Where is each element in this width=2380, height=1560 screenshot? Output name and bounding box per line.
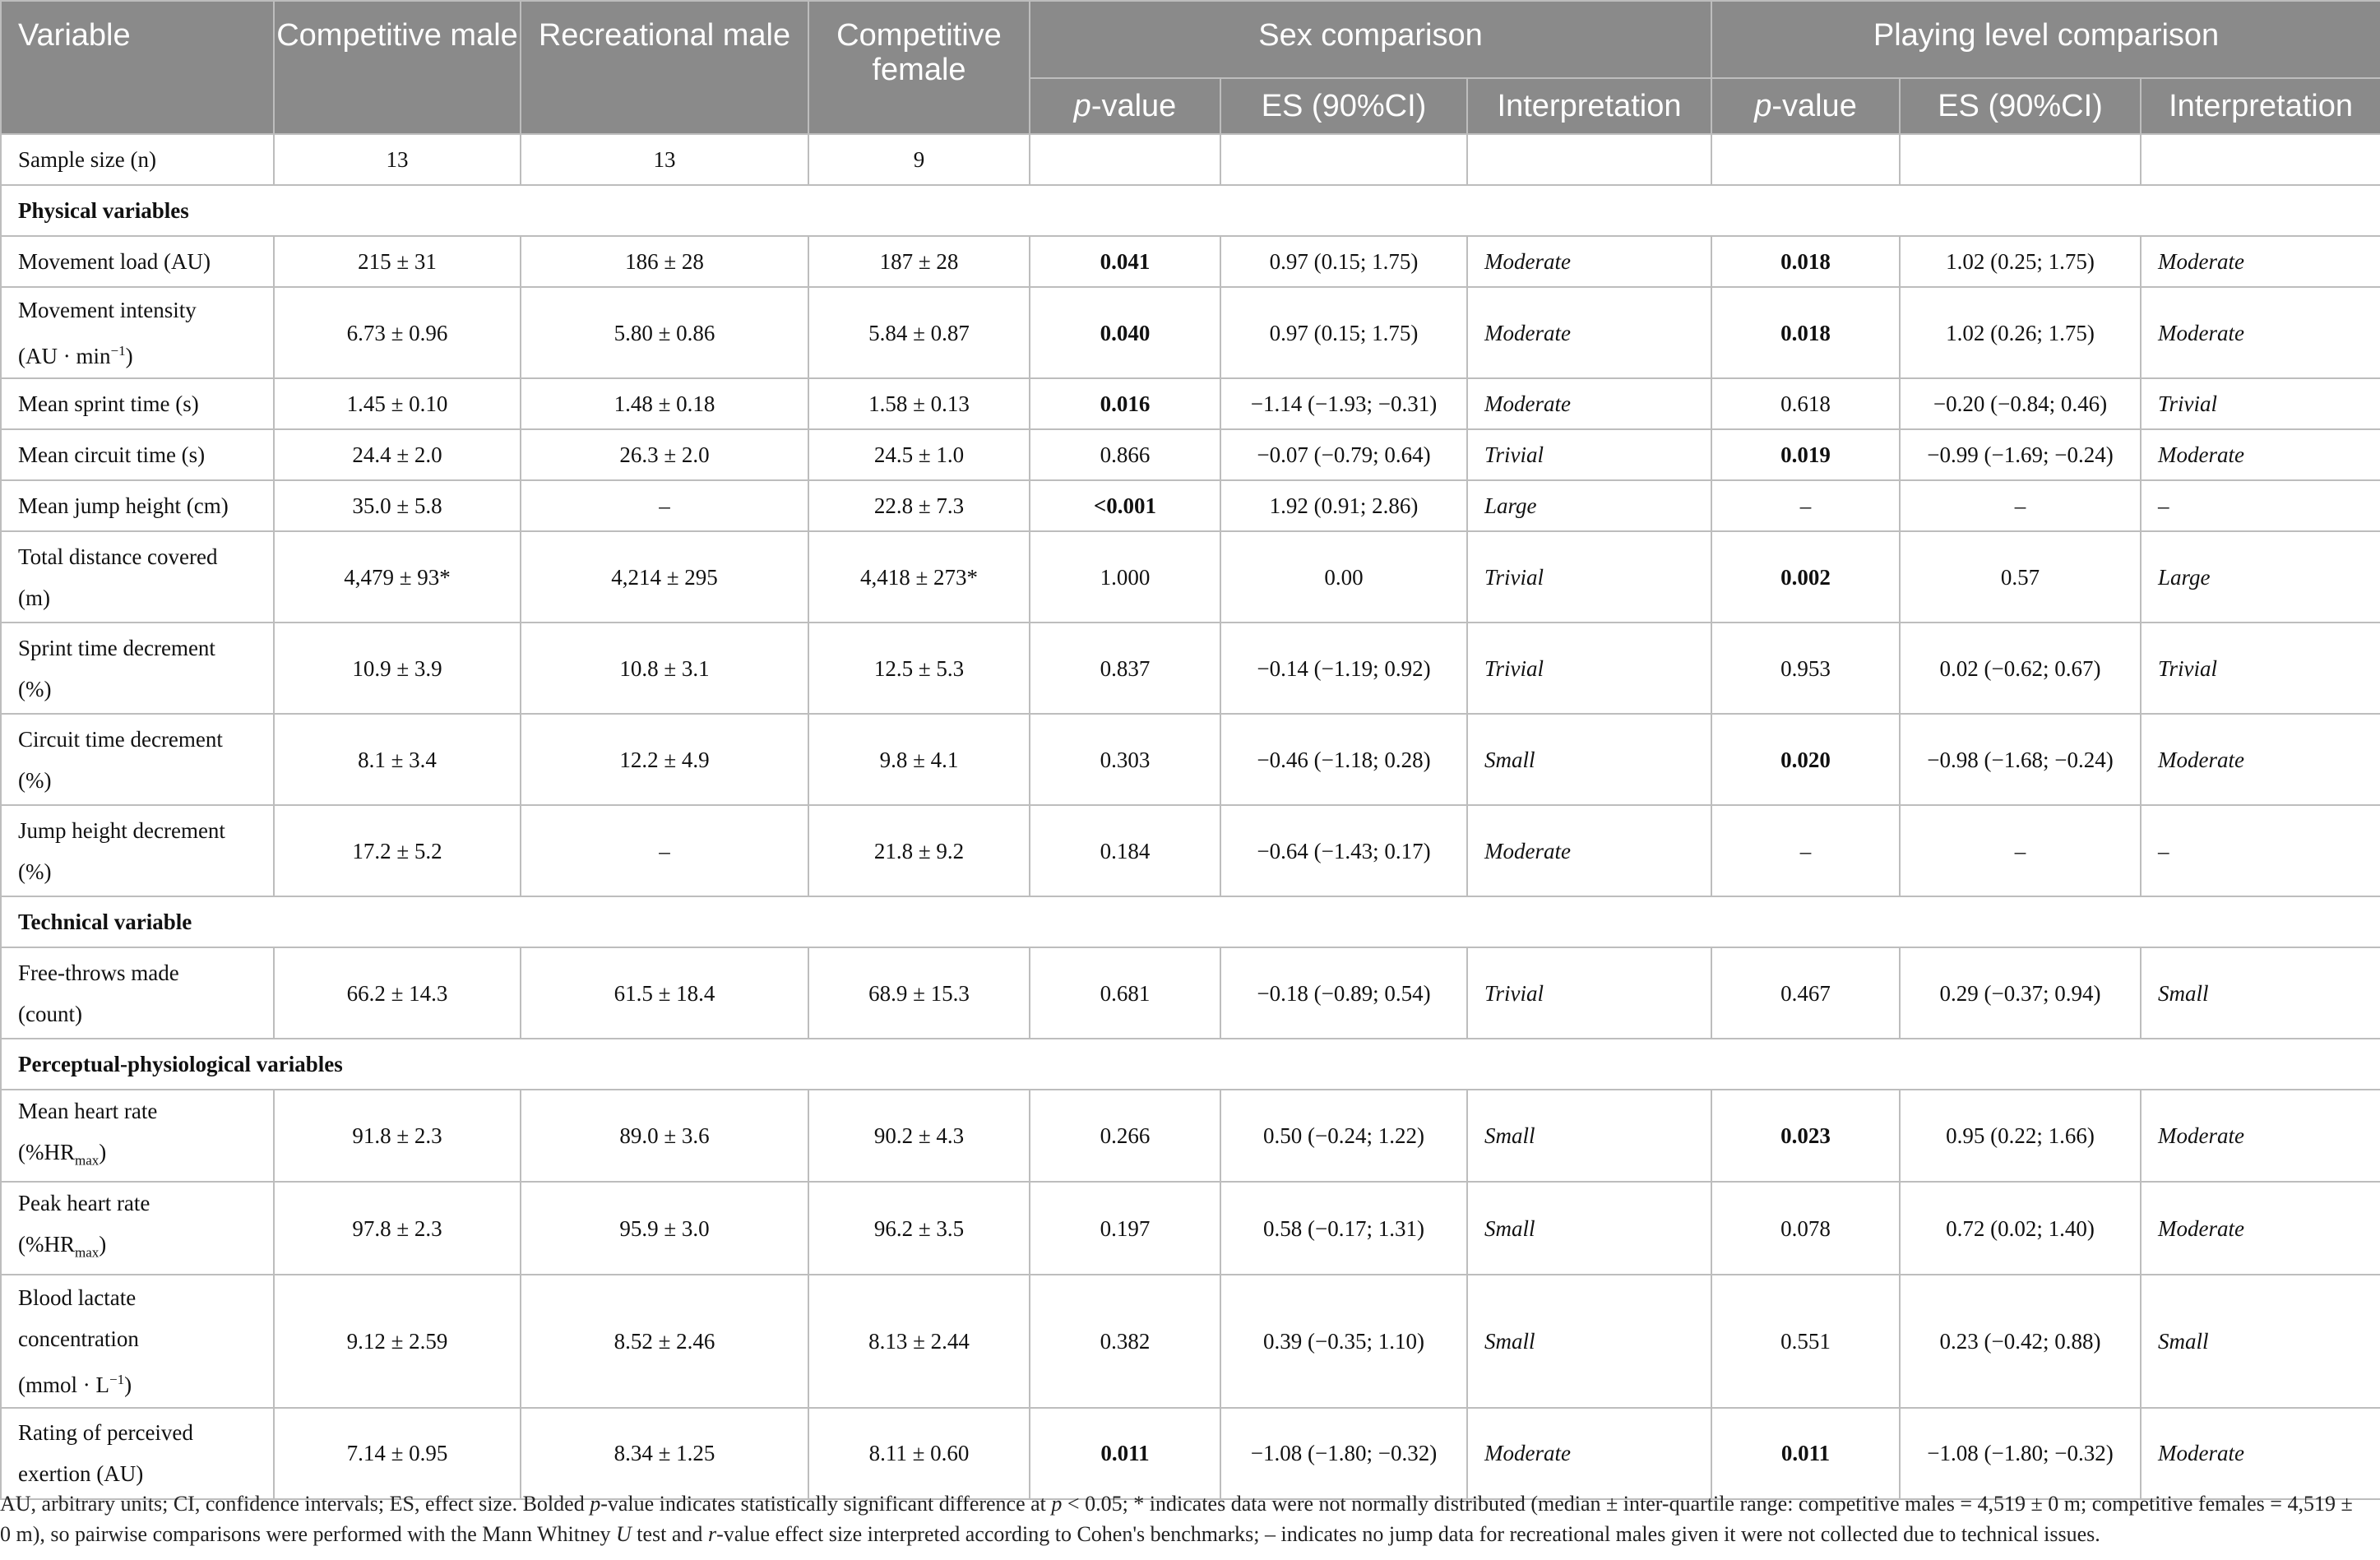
recreational-male-value: 5.80 ± 0.86 [521, 287, 808, 378]
level-p-value: 0.953 [1711, 623, 1900, 714]
recreational-male-value: 89.0 ± 3.6 [521, 1090, 808, 1182]
level-effect-size: – [1900, 805, 2141, 896]
header-sex-interpretation: Interpretation [1467, 78, 1711, 134]
table-row [1, 1408, 2380, 1499]
sex-effect-size: −0.14 (−1.19; 0.92) [1220, 623, 1467, 714]
sex-p-value: 0.266 [1030, 1090, 1220, 1182]
recreational-male-value: 12.2 ± 4.9 [521, 714, 808, 805]
variable-label-line: Movement load (AU) [18, 249, 211, 274]
table-row [1, 287, 2380, 378]
competitive-female-value: 4,418 ± 273* [808, 531, 1030, 623]
section-heading: Physical variables [1, 185, 2380, 236]
sex-effect-size: −0.07 (−0.79; 0.64) [1220, 429, 1467, 480]
level-p-value: 0.002 [1711, 531, 1900, 623]
table-header [1, 1, 2380, 134]
level-p-value: – [1711, 805, 1900, 896]
header-sex-es: ES (90%CI) [1220, 78, 1467, 134]
empty-cell [1711, 134, 1900, 185]
label-suffix: ) [124, 1372, 132, 1397]
subscript: max [75, 1244, 100, 1261]
variable-label-line: Movement intensity [18, 297, 197, 322]
sex-interpretation: Moderate [1467, 1408, 1711, 1499]
sex-interpretation: Trivial [1467, 531, 1711, 623]
superscript: −1 [109, 1371, 125, 1387]
competitive-male-value: 24.4 ± 2.0 [274, 429, 521, 480]
level-interpretation: Small [2141, 947, 2380, 1039]
level-p-value: 0.023 [1711, 1090, 1900, 1182]
level-effect-size: 0.23 (−0.42; 0.88) [1900, 1275, 2141, 1408]
competitive-female-value: 8.13 ± 2.44 [808, 1275, 1030, 1408]
sex-interpretation: Moderate [1467, 236, 1711, 287]
recreational-male-value: 186 ± 28 [521, 236, 808, 287]
table-row [1, 480, 2380, 531]
variable-label [1, 1090, 274, 1182]
sex-interpretation: Trivial [1467, 623, 1711, 714]
competitive-male-value: 17.2 ± 5.2 [274, 805, 521, 896]
level-effect-size: −0.20 (−0.84; 0.46) [1900, 378, 2141, 429]
sex-effect-size: 1.92 (0.91; 2.86) [1220, 480, 1467, 531]
level-interpretation: Moderate [2141, 429, 2380, 480]
sex-interpretation: Moderate [1467, 378, 1711, 429]
level-p-value: 0.467 [1711, 947, 1900, 1039]
competitive-female-value: 8.11 ± 0.60 [808, 1408, 1030, 1499]
sex-effect-size: 0.97 (0.15; 1.75) [1220, 236, 1467, 287]
sex-interpretation: Small [1467, 714, 1711, 805]
empty-cell [1467, 134, 1711, 185]
table-row [1, 805, 2380, 896]
header-sex-p-value: p-value [1030, 78, 1220, 134]
table-row [1, 947, 2380, 1039]
competitive-female-value: 12.5 ± 5.3 [808, 623, 1030, 714]
competitive-male-value: 91.8 ± 2.3 [274, 1090, 521, 1182]
competitive-female-value: 21.8 ± 9.2 [808, 805, 1030, 896]
level-effect-size: 0.95 (0.22; 1.66) [1900, 1090, 2141, 1182]
header-level-p-value: p-value [1711, 78, 1900, 134]
level-p-value: 0.078 [1711, 1182, 1900, 1274]
variable-label-line: Free-throws made [18, 960, 179, 985]
sex-effect-size: −0.64 (−1.43; 0.17) [1220, 805, 1467, 896]
header-playing-level-comparison: Playing level comparison [1711, 1, 2380, 78]
sex-interpretation: Moderate [1467, 287, 1711, 378]
level-p-value: – [1711, 480, 1900, 531]
sex-p-value: 1.000 [1030, 531, 1220, 623]
competitive-male-value: 7.14 ± 0.95 [274, 1408, 521, 1499]
variable-label [1, 378, 274, 429]
variable-label-line: Mean heart rate [18, 1099, 158, 1123]
level-effect-size: −1.08 (−1.80; −0.32) [1900, 1408, 2141, 1499]
level-interpretation: Moderate [2141, 1408, 2380, 1499]
sex-p-value: 0.040 [1030, 287, 1220, 378]
level-interpretation: – [2141, 480, 2380, 531]
section-row [1, 896, 2380, 947]
empty-cell [1030, 134, 1220, 185]
header-variable: Variable [1, 1, 274, 134]
level-p-value: 0.018 [1711, 287, 1900, 378]
sample-size-competitive-female: 9 [808, 134, 1030, 185]
recreational-male-value: – [521, 480, 808, 531]
sex-interpretation: Moderate [1467, 805, 1711, 896]
competitive-female-value: 1.58 ± 0.13 [808, 378, 1030, 429]
variable-label-line: (%HR [18, 1232, 75, 1257]
table-row [1, 429, 2380, 480]
level-effect-size: 0.29 (−0.37; 0.94) [1900, 947, 2141, 1039]
competitive-male-value: 1.45 ± 0.10 [274, 378, 521, 429]
variable-label-line: (count) [18, 1001, 82, 1026]
variable-label [1, 429, 274, 480]
section-heading: Technical variable [1, 896, 2380, 947]
sex-effect-size: 0.97 (0.15; 1.75) [1220, 287, 1467, 378]
variable-label-line: exertion (AU) [18, 1461, 144, 1487]
variable-label-line: Mean jump height (cm) [18, 493, 229, 518]
variable-label-line: (m) [18, 585, 50, 610]
sample-size-recreational-male: 13 [521, 134, 808, 185]
sex-interpretation: Small [1467, 1182, 1711, 1274]
sex-interpretation: Trivial [1467, 429, 1711, 480]
competitive-male-value: 9.12 ± 2.59 [274, 1275, 521, 1408]
table-row [1, 1275, 2380, 1408]
level-p-value: 0.618 [1711, 378, 1900, 429]
sex-interpretation: Large [1467, 480, 1711, 531]
level-p-value: 0.011 [1711, 1408, 1900, 1499]
sex-p-value: 0.016 [1030, 378, 1220, 429]
level-interpretation: Moderate [2141, 1182, 2380, 1274]
level-interpretation: Large [2141, 531, 2380, 623]
label-suffix: ) [99, 1140, 107, 1164]
recreational-male-value: 61.5 ± 18.4 [521, 947, 808, 1039]
recreational-male-value: 8.34 ± 1.25 [521, 1408, 808, 1499]
recreational-male-value: 8.52 ± 2.46 [521, 1275, 808, 1408]
competitive-female-value: 96.2 ± 3.5 [808, 1182, 1030, 1274]
sex-p-value: <0.001 [1030, 480, 1220, 531]
level-effect-size: 1.02 (0.26; 1.75) [1900, 287, 2141, 378]
sex-p-value: 0.837 [1030, 623, 1220, 714]
competitive-male-value: 4,479 ± 93* [274, 531, 521, 623]
header-competitive-female: Competitive female [808, 1, 1030, 134]
variable-label [1, 805, 274, 896]
competitive-female-value: 24.5 ± 1.0 [808, 429, 1030, 480]
level-interpretation: Moderate [2141, 714, 2380, 805]
competitive-female-value: 187 ± 28 [808, 236, 1030, 287]
sex-p-value: 0.184 [1030, 805, 1220, 896]
sex-effect-size: 0.50 (−0.24; 1.22) [1220, 1090, 1467, 1182]
variable-label-line: concentration [18, 1326, 139, 1351]
header-recreational-male: Recreational male [521, 1, 808, 134]
empty-cell [2141, 134, 2380, 185]
recreational-male-value: – [521, 805, 808, 896]
header-sex-comparison: Sex comparison [1030, 1, 1711, 78]
header-level-interpretation: Interpretation [2141, 78, 2380, 134]
recreational-male-value: 1.48 ± 0.18 [521, 378, 808, 429]
table-row-sample-size [1, 134, 2380, 185]
variable-label-line: (%) [18, 676, 52, 701]
variable-label [1, 531, 274, 623]
level-effect-size: 0.02 (−0.62; 0.67) [1900, 623, 2141, 714]
sex-p-value: 0.681 [1030, 947, 1220, 1039]
table-row [1, 1090, 2380, 1182]
level-interpretation: – [2141, 805, 2380, 896]
level-effect-size: 1.02 (0.25; 1.75) [1900, 236, 2141, 287]
variable-label [1, 623, 274, 714]
header-competitive-male: Competitive male [274, 1, 521, 134]
level-interpretation: Small [2141, 1275, 2380, 1408]
variable-label-line: Blood lactate [18, 1285, 137, 1310]
competitive-female-value: 22.8 ± 7.3 [808, 480, 1030, 531]
competitive-male-value: 97.8 ± 2.3 [274, 1182, 521, 1274]
variable-label-line: (AU · min [18, 343, 111, 368]
competitive-female-value: 9.8 ± 4.1 [808, 714, 1030, 805]
subscript: max [75, 1152, 100, 1169]
superscript: −1 [110, 342, 126, 359]
variable-label-line: (%HR [18, 1140, 75, 1164]
variable-label-line: Total distance covered [18, 544, 218, 569]
sex-p-value: 0.303 [1030, 714, 1220, 805]
variable-label-line: Rating of perceived [18, 1420, 193, 1446]
empty-cell [1220, 134, 1467, 185]
variable-label-line: Mean sprint time (s) [18, 391, 199, 416]
variable-label-line: Mean circuit time (s) [18, 442, 206, 467]
level-p-value: 0.551 [1711, 1275, 1900, 1408]
table-row [1, 623, 2380, 714]
recreational-male-value: 4,214 ± 295 [521, 531, 808, 623]
variable-label [1, 1408, 274, 1499]
competitive-male-value: 66.2 ± 14.3 [274, 947, 521, 1039]
variable-label-line: (%) [18, 859, 52, 884]
level-interpretation: Trivial [2141, 623, 2380, 714]
sex-effect-size: −1.14 (−1.93; −0.31) [1220, 378, 1467, 429]
sex-effect-size: −1.08 (−1.80; −0.32) [1220, 1408, 1467, 1499]
competitive-male-value: 8.1 ± 3.4 [274, 714, 521, 805]
variable-label-line: Sprint time decrement [18, 635, 215, 660]
competitive-female-value: 5.84 ± 0.87 [808, 287, 1030, 378]
table-row [1, 1182, 2380, 1274]
label-suffix: ) [99, 1232, 107, 1257]
sex-effect-size: 0.39 (−0.35; 1.10) [1220, 1275, 1467, 1408]
sex-p-value: 0.011 [1030, 1408, 1220, 1499]
variable-label [1, 1182, 274, 1274]
recreational-male-value: 10.8 ± 3.1 [521, 623, 808, 714]
section-heading: Perceptual-physiological variables [1, 1039, 2380, 1090]
level-interpretation: Moderate [2141, 1090, 2380, 1182]
variable-label [1, 1275, 274, 1408]
sex-interpretation: Trivial [1467, 947, 1711, 1039]
variable-label [1, 714, 274, 805]
table-row [1, 531, 2380, 623]
variable-label-line: Circuit time decrement [18, 726, 223, 752]
competitive-male-value: 10.9 ± 3.9 [274, 623, 521, 714]
header-level-es: ES (90%CI) [1900, 78, 2141, 134]
variable-label-line: Peak heart rate [18, 1191, 150, 1216]
sex-effect-size: −0.46 (−1.18; 0.28) [1220, 714, 1467, 805]
sex-interpretation: Small [1467, 1090, 1711, 1182]
variable-label [1, 287, 274, 378]
level-effect-size: −0.98 (−1.68; −0.24) [1900, 714, 2141, 805]
sex-effect-size: 0.58 (−0.17; 1.31) [1220, 1182, 1467, 1274]
sex-p-value: 0.041 [1030, 236, 1220, 287]
variable-label [1, 480, 274, 531]
level-interpretation: Moderate [2141, 287, 2380, 378]
competitive-male-value: 215 ± 31 [274, 236, 521, 287]
recreational-male-value: 26.3 ± 2.0 [521, 429, 808, 480]
sample-size-competitive-male: 13 [274, 134, 521, 185]
competitive-male-value: 6.73 ± 0.96 [274, 287, 521, 378]
level-effect-size: 0.57 [1900, 531, 2141, 623]
competitive-female-value: 90.2 ± 4.3 [808, 1090, 1030, 1182]
sex-p-value: 0.866 [1030, 429, 1220, 480]
level-p-value: 0.020 [1711, 714, 1900, 805]
table-row [1, 714, 2380, 805]
table-body [1, 134, 2380, 1499]
level-interpretation: Moderate [2141, 236, 2380, 287]
recreational-male-value: 95.9 ± 3.0 [521, 1182, 808, 1274]
variable-label [1, 236, 274, 287]
variable-label-line: (mmol · L [18, 1372, 109, 1397]
variable-label-line: (%) [18, 767, 52, 793]
table-footnote: AU, arbitrary units; CI, confidence intervals; ES, effect size. Bolded p-value indicates statistically significant difference at p < 0.05; * indicates data were not normally distributed (median ± inter-quartile range: competitive males = 4,519 ± 0 m; competitive females = 4,519 ± 0 m), so pairwise comparisons were performed with the Mann Whitney U test and r-value effect size interpreted according to Cohen's benchmarks; – indicates no jump data for recreational males given it were not collected due to technical issues. [0, 1492, 2353, 1546]
empty-cell [1900, 134, 2141, 185]
level-p-value: 0.019 [1711, 429, 1900, 480]
sex-p-value: 0.382 [1030, 1275, 1220, 1408]
label-suffix: ) [125, 343, 133, 368]
level-p-value: 0.018 [1711, 236, 1900, 287]
sample-size-label: Sample size (n) [1, 134, 274, 185]
variable-label-line: Jump height decrement [18, 817, 225, 843]
sex-effect-size: −0.18 (−0.89; 0.54) [1220, 947, 1467, 1039]
variable-label [1, 947, 274, 1039]
level-effect-size: – [1900, 480, 2141, 531]
section-row [1, 1039, 2380, 1090]
competitive-male-value: 35.0 ± 5.8 [274, 480, 521, 531]
level-interpretation: Trivial [2141, 378, 2380, 429]
sex-effect-size: 0.00 [1220, 531, 1467, 623]
level-effect-size: −0.99 (−1.69; −0.24) [1900, 429, 2141, 480]
section-row [1, 185, 2380, 236]
table-row [1, 378, 2380, 429]
table-row [1, 236, 2380, 287]
sex-p-value: 0.197 [1030, 1182, 1220, 1274]
sex-interpretation: Small [1467, 1275, 1711, 1408]
level-effect-size: 0.72 (0.02; 1.40) [1900, 1182, 2141, 1274]
competitive-female-value: 68.9 ± 15.3 [808, 947, 1030, 1039]
